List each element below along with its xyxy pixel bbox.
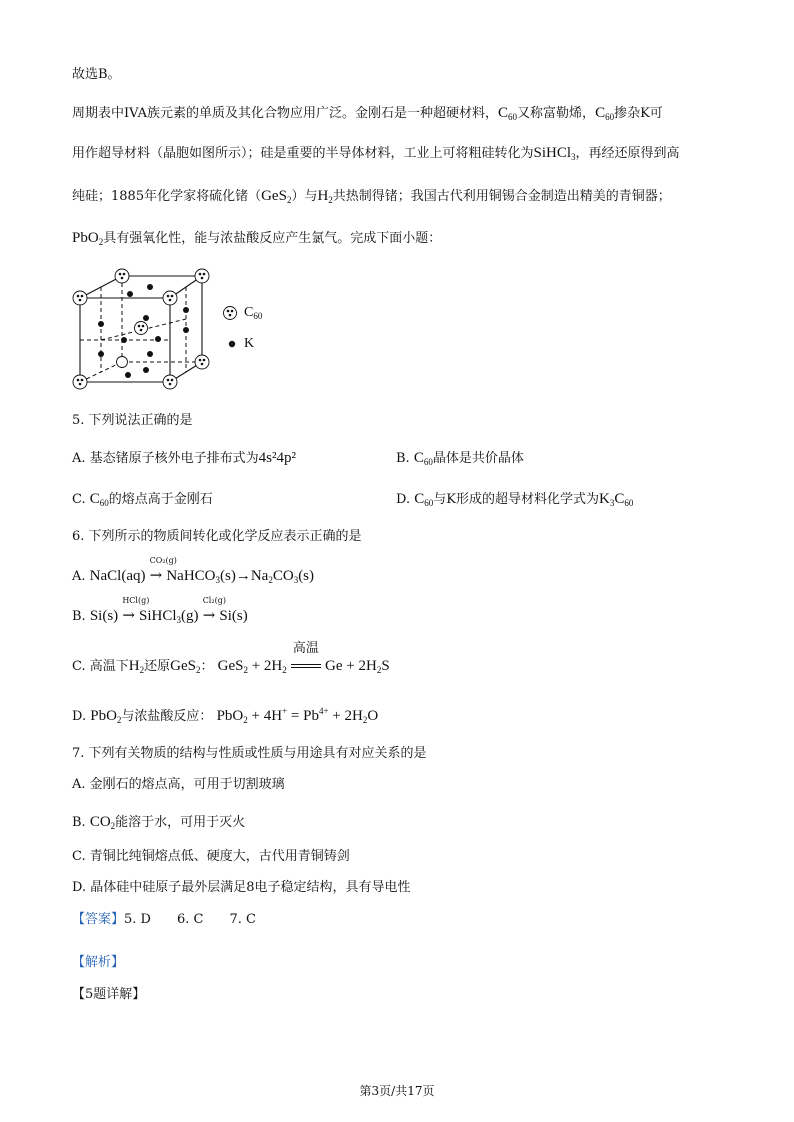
- para-line-1: 周期表中IVA族元素的单质及其化合物应用广泛。金刚石是一种超硬材料，$C_{60}$又称富勒烯，$C_{60}$掺杂K可: [72, 105, 663, 122]
- q7-option-a: A. 金刚石的熔点高，可用于切割玻璃: [72, 777, 285, 792]
- q7-option-d: D. 晶体硅中硅原子最外层满足8电子稳定结构，具有导电性: [72, 880, 411, 895]
- para-line-4: PbO$_2$具有强氧化性，能与浓盐酸反应产生氯气。完成下面小题：: [72, 230, 442, 247]
- q6-option-c: C. 高温下$H_2$还原GeS$_2$： $GeS_2 + 2H_2$ 高温 $Ge + 2H_2S$: [72, 641, 390, 675]
- para-line-2: 用作超导材料（晶胞如图所示）；硅是重要的半导体材料，工业上可将粗硅转化为SiHCl$_3$，再经还原得到高: [72, 145, 680, 162]
- q7-option-c: C. 青铜比纯铜熔点低、硬度大，古代用青铜铸剑: [72, 849, 350, 864]
- answer-line: 【答案】5. D 6. C 7. C: [72, 912, 256, 927]
- detail-tag: 【5题详解】: [72, 987, 146, 1002]
- q6-option-a: A. NaCl(aq) CO₂(g) → $NaHCO_3(s)\to Na_2CO_3(s)$: [72, 556, 315, 585]
- q5-option-a: A. 基态锗原子核外电子排布式为4s²4p²: [72, 450, 296, 466]
- intro-end: 故选B。: [72, 67, 121, 82]
- q5-stem: 5. 下列说法正确的是: [72, 413, 193, 428]
- unit-cell-figure: [66, 262, 286, 392]
- q7-option-b: B. $CO_2$能溶于水，可用于灭火: [72, 814, 246, 831]
- page-footer: 第3页/共17页: [359, 1084, 435, 1098]
- legend-k-label: K: [244, 336, 255, 351]
- answer-tag: 【答案】: [72, 912, 125, 927]
- legend-c60-label: $C_{60}$: [244, 305, 263, 321]
- q5-option-d: D. $C_{60}$与K形成的超导材料化学式为$K_3C_{60}$: [396, 491, 634, 508]
- q5-option-c: C. $C_{60}$的熔点高于金刚石: [72, 491, 213, 508]
- q6-option-d: D. PbO$_2$与浓盐酸反应： $PbO_2 + 4H^+ = Pb^{4+} + 2H_2O$: [72, 706, 379, 725]
- q6-stem: 6. 下列所示的物质间转化或化学反应表示正确的是: [72, 529, 362, 544]
- q7-stem: 7. 下列有关物质的结构与性质或性质与用途具有对应关系的是: [72, 746, 427, 761]
- para-line-3: 纯硅；1885年化学家将硫化锗（GeS$_2$）与$H_2$共热制得锗；我国古代利用铜锡合金制造出精美的青铜器；: [72, 188, 671, 205]
- analysis-tag: 【解析】: [72, 955, 125, 970]
- q5-option-b: B. $C_{60}$晶体是共价晶体: [396, 450, 524, 467]
- q6-option-b: B. Si(s) HCl(g) → SiHCl$_3$(g) Cl₂(g) → Si(s): [72, 596, 248, 625]
